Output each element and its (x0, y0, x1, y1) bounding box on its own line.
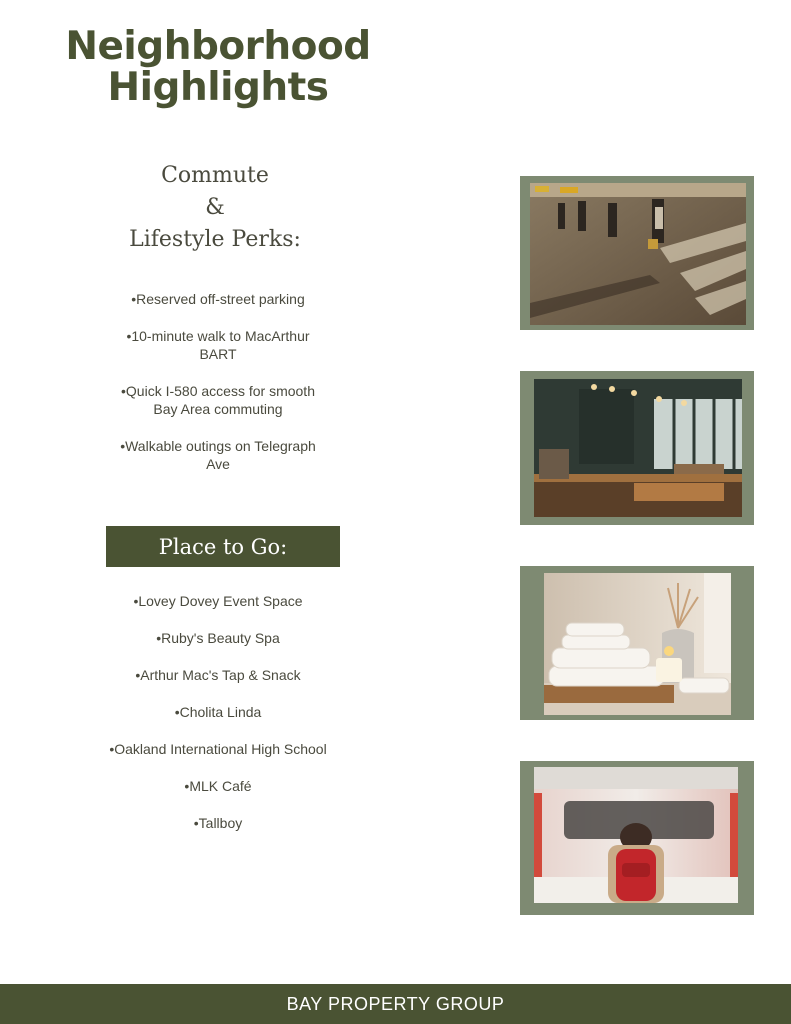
places-heading-banner (106, 526, 340, 567)
place-item: •Arthur Mac's Tap & Snack (135, 667, 301, 683)
photo-frame-4 (520, 761, 754, 915)
crosswalk-pedestrians-photo (530, 183, 746, 325)
photo-frame-2 (520, 371, 754, 525)
photo-frame-3 (520, 566, 754, 720)
place-item: •MLK Café (184, 778, 252, 794)
perk-item: •Quick I-580 access for smooth Bay Area commuting (121, 383, 315, 417)
commute-heading-line-3: Lifestyle Perks: (129, 227, 301, 252)
commute-heading-line-2: & (205, 195, 225, 220)
place-item: •Ruby's Beauty Spa (156, 630, 280, 646)
perk-item: •Reserved off-street parking (131, 291, 305, 307)
place-item: •Oakland International High School (109, 741, 327, 757)
commute-heading-line-1: Commute (161, 163, 269, 188)
perk-item: •10-minute walk to MacArthur BART (126, 328, 310, 362)
photo-frame-1 (520, 176, 754, 330)
title-line-2: Highlights (107, 65, 329, 110)
train-scene-icon (534, 767, 738, 903)
footer-company-name: BAY PROPERTY GROUP (286, 993, 505, 1014)
cafe-scene-icon (534, 379, 742, 517)
spa-scene-icon (544, 573, 731, 715)
place-item: •Lovey Dovey Event Space (133, 593, 303, 609)
place-item: •Tallboy (193, 815, 243, 831)
place-item: •Cholita Linda (174, 704, 262, 720)
perk-item: •Walkable outings on Telegraph Ave (120, 438, 316, 472)
places-heading: Place to Go: (158, 534, 288, 559)
commute-heading (100, 160, 330, 256)
places-list (100, 592, 336, 851)
spa-towels-candle-photo (544, 573, 731, 715)
cafe-interior-photo (534, 379, 742, 517)
page-title (40, 26, 396, 108)
perks-list (100, 290, 336, 492)
footer-banner (0, 984, 791, 1024)
title-line-1: Neighborhood (65, 24, 371, 69)
crosswalk-scene-icon (530, 183, 746, 325)
train-platform-traveler-photo (534, 767, 738, 903)
